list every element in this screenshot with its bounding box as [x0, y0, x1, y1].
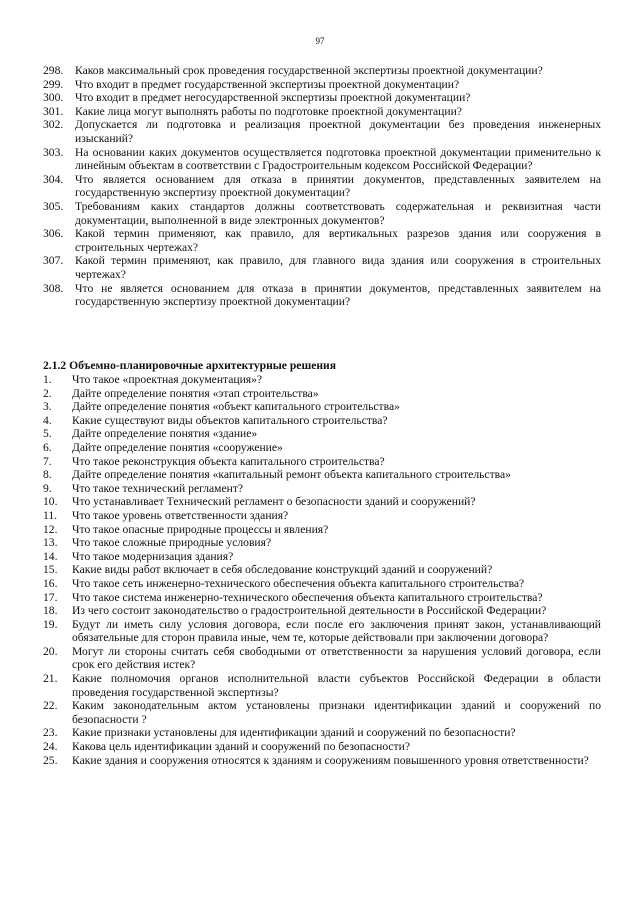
question-number: 22. [43, 699, 58, 713]
question-item [43, 740, 601, 754]
question-list-continued [43, 64, 601, 309]
question-item [43, 200, 601, 227]
question-number: 14. [43, 549, 58, 563]
question-text: Дайте определение понятия «этап строительства» [72, 386, 319, 400]
question-number: 9. [43, 481, 52, 495]
question-number: 18. [43, 604, 58, 618]
question-item [43, 482, 601, 496]
question-item [43, 64, 601, 78]
question-item [43, 427, 601, 441]
question-text: Требованиям каких стандартов должны соответствовать содержательная и реквизитная части документации, выполненной в виде электронных документов? [75, 199, 601, 227]
question-item [43, 591, 601, 605]
question-item [43, 468, 601, 482]
question-text: Дайте определение понятия «здание» [72, 427, 258, 441]
question-item [43, 118, 601, 145]
question-number: 304. [43, 172, 64, 186]
question-list [43, 373, 601, 767]
question-item [43, 754, 601, 768]
question-item [43, 414, 601, 428]
question-number: 300. [43, 91, 64, 105]
question-text: Что входит в предмет негосударственной экспертизы проектной документации? [75, 91, 471, 105]
question-item [43, 173, 601, 200]
question-item [43, 254, 601, 281]
question-number: 3. [43, 400, 52, 414]
question-text: Какие существуют виды объектов капитального строительства? [72, 413, 388, 427]
question-number: 20. [43, 644, 58, 658]
page-number: 97 [315, 36, 325, 46]
question-text: Что входит в предмет государственной экспертизы проектной документации? [75, 77, 460, 91]
question-item [43, 550, 601, 564]
question-text: Могут ли стороны считать себя свободными от ответственности за нарушения условий договора, если срок его действия истек? [72, 644, 601, 672]
question-number: 2. [43, 386, 52, 400]
question-number: 16. [43, 576, 58, 590]
question-item [43, 387, 601, 401]
question-text: Что такое технический регламент? [72, 481, 244, 495]
question-text: Что такое «проектная документация»? [72, 373, 263, 386]
question-item [43, 509, 601, 523]
question-item [43, 495, 601, 509]
question-number: 21. [43, 672, 58, 686]
question-number: 301. [43, 104, 64, 118]
question-text: Каким законодательным актом установлены признаки идентификации зданий и сооружений по безопасности ? [72, 699, 601, 726]
question-text: Что такое уровень ответственности здания? [72, 508, 289, 522]
question-text: Какие виды работ включает в себя обследование конструкций зданий и сооружений? [72, 563, 493, 577]
question-text: Дайте определение понятия «объект капитального строительства» [72, 400, 400, 414]
question-text: Что такое реконструкция объекта капитального строительства? [72, 454, 385, 468]
question-number: 23. [43, 726, 58, 740]
question-number: 11. [43, 508, 58, 522]
question-text: Дайте определение понятия «капитальный ремонт объекта капитального строительства» [72, 468, 511, 482]
question-item [43, 373, 601, 387]
question-text: Какие признаки установлены для идентификации зданий и сооружений по безопасности? [72, 726, 516, 740]
question-item [43, 441, 601, 455]
question-text: Что такое сеть инженерно-технического обеспечения объекта капитального строительства? [72, 576, 525, 590]
question-number: 17. [43, 590, 58, 604]
question-text: Что устанавливает Технический регламент о безопасности зданий и сооружений? [72, 495, 476, 509]
question-number: 307. [43, 254, 64, 268]
question-text: Какой термин применяют, как правило, для главного вида здания или сооружения в строительных чертежах? [75, 254, 601, 281]
question-number: 12. [43, 522, 58, 536]
question-item [43, 577, 601, 591]
question-text: Какова цель идентификации зданий и сооружений по безопасности? [72, 740, 410, 754]
question-number: 298. [43, 64, 64, 77]
question-item [43, 618, 601, 645]
question-item [43, 227, 601, 254]
question-item [43, 146, 601, 173]
question-text: Будут ли иметь силу условия договора, если после его заключения принят закон, устанавливающий обязательные для сторон правила иные, чем те, которые действовали при заключении договора? [72, 617, 601, 645]
question-item [43, 536, 601, 550]
question-item [43, 672, 601, 699]
question-text: Что такое система инженерно-технического обеспечения объекта капитального строительства? [72, 590, 543, 604]
question-text: Что не является основанием для отказа в принятии документов, представленных заявителем на государственную экспертизу проектной документации? [75, 281, 601, 309]
question-item [43, 726, 601, 740]
question-number: 5. [43, 427, 52, 441]
question-text: Что является основанием для отказа в принятии документов, представленных заявителем на государственную экспертизу проектной документации? [75, 172, 601, 200]
question-number: 308. [43, 281, 64, 295]
question-number: 1. [43, 373, 52, 386]
question-number: 24. [43, 740, 58, 754]
question-item [43, 282, 601, 309]
question-number: 8. [43, 468, 52, 482]
question-item [43, 78, 601, 92]
question-item [43, 455, 601, 469]
question-text: Какие лица могут выполнять работы по подготовке проектной документации? [75, 104, 462, 118]
question-number: 306. [43, 227, 64, 241]
question-number: 305. [43, 199, 64, 213]
question-text: Какие здания и сооружения относятся к зданиям и сооружениям повышенного уровня ответственности? [72, 753, 589, 767]
question-number: 15. [43, 563, 58, 577]
question-item [43, 523, 601, 537]
section-questions [43, 359, 601, 767]
question-text: Допускается ли подготовка и реализация проектной документации без проведения инженерных изысканий? [75, 118, 601, 145]
question-item [43, 604, 601, 618]
question-item [43, 400, 601, 414]
question-item [43, 645, 601, 672]
question-text: Каков максимальный срок проведения государственной экспертизы проектной документации? [75, 64, 543, 77]
question-number: 6. [43, 440, 52, 454]
question-number: 7. [43, 454, 52, 468]
question-item [43, 91, 601, 105]
question-item [43, 105, 601, 119]
question-number: 19. [43, 617, 58, 631]
question-text: Что такое сложные природные условия? [72, 536, 272, 550]
question-number: 25. [43, 753, 58, 767]
question-number: 10. [43, 495, 58, 509]
question-item [43, 563, 601, 577]
question-text: Что такое модернизация здания? [72, 549, 234, 563]
question-text: Из чего состоит законодательство о градостроительной деятельности в Российской Федерации? [72, 604, 547, 618]
question-number: 299. [43, 77, 64, 91]
question-text: Дайте определение понятия «сооружение» [72, 440, 283, 454]
question-text: На основании каких документов осуществляется подготовка проектной документации применительно к линейным объектам в соответствии с Градостроительным кодексом Российской Федерации? [75, 145, 601, 173]
question-number: 302. [43, 118, 64, 132]
question-item [43, 699, 601, 726]
question-text: Какой термин применяют, как правило, для вертикальных разрезов здания или сооружения в строительных чертежах? [75, 227, 601, 254]
section-heading: 2.1.2 Объемно-планировочные архитектурные решения [43, 359, 337, 372]
question-number: 303. [43, 145, 64, 159]
question-text: Что такое опасные природные процессы и явления? [72, 522, 329, 536]
question-number: 4. [43, 413, 52, 427]
question-text: Какие полномочия органов исполнительной власти субъектов Российской Федерации в области проведения государственной экспертизы? [72, 672, 601, 699]
question-number: 13. [43, 536, 58, 550]
